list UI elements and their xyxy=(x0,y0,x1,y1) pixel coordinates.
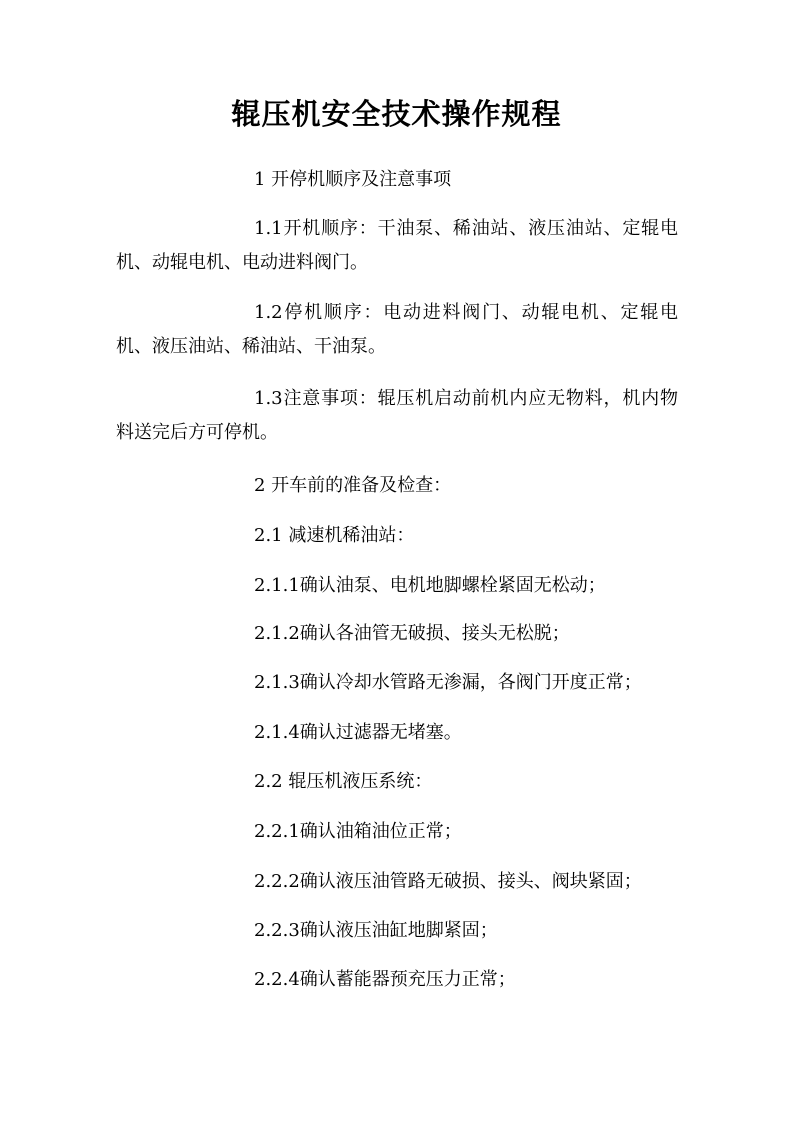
paragraph-2-1: 2.1 减速机稀油站： xyxy=(254,525,415,546)
paragraph-1-1: 1.1开机顺序：干油泵、稀油站、液压油站、定辊电机、动辊电机、电动进料阀门。 xyxy=(116,218,678,273)
section-heading-1: 1 开停机顺序及注意事项 xyxy=(254,169,452,190)
paragraph-2-2: 2.2 辊压机液压系统： xyxy=(254,771,433,792)
paragraph-2-1-2: 2.1.2确认各油管无破损、接头无松脱； xyxy=(254,623,570,644)
paragraph-2-1-3: 2.1.3确认冷却水管路无渗漏，各阀门开度正常； xyxy=(254,672,642,693)
paragraph-2-2-1: 2.2.1确认油箱油位正常； xyxy=(254,821,462,842)
paragraph-2-2-3: 2.2.3确认液压油缸地脚紧固； xyxy=(254,920,498,941)
document-title: 辊压机安全技术操作规程 xyxy=(231,97,562,131)
paragraph-1-3: 1.3注意事项：辊压机启动前机内应无物料，机内物料送完后方可停机。 xyxy=(116,388,678,443)
paragraph-2-1-4: 2.1.4确认过滤器无堵塞。 xyxy=(254,722,462,743)
section-heading-2: 2 开车前的准备及检查： xyxy=(254,475,452,496)
paragraph-2-2-4: 2.2.4确认蓄能器预充压力正常； xyxy=(254,969,516,990)
paragraph-1-2: 1.2停机顺序：电动进料阀门、动辊电机、定辊电机、液压油站、稀油站、干油泵。 xyxy=(116,302,678,357)
paragraph-2-1-1: 2.1.1确认油泵、电机地脚螺栓紧固无松动； xyxy=(254,575,606,596)
paragraph-2-2-2: 2.2.2确认液压油管路无破损、接头、阀块紧固； xyxy=(254,871,642,892)
